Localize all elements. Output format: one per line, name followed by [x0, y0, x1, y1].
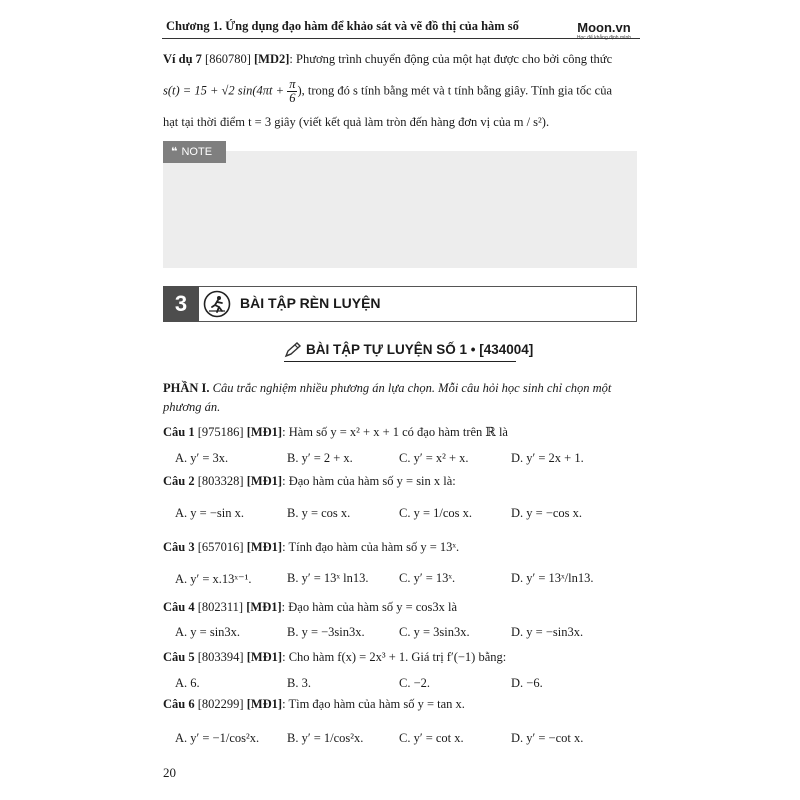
option-b[interactable]: B. y′ = 1/cos²x.: [287, 731, 364, 745]
question-text: : Tính đạo hàm của hàm số y = 13ˣ.: [282, 540, 460, 554]
option-d[interactable]: D. y′ = −cot x.: [511, 731, 584, 745]
example-text-1: : Phương trình chuyển động của một hạt được cho bởi công thức: [289, 52, 613, 66]
option-c[interactable]: C. y = 3sin3x.: [399, 625, 470, 639]
question-level: [MĐ1]: [246, 425, 283, 439]
option-a[interactable]: A. y = −sin x.: [175, 506, 244, 520]
fraction-denominator: 6: [289, 91, 296, 105]
question-text: : Cho hàm f(x) = 2x³ + 1. Giá trị f′(−1) bằng:: [282, 650, 507, 664]
question-label: Câu 5: [163, 650, 195, 664]
question-label: Câu 3: [163, 540, 195, 554]
option-d[interactable]: D. y = −sin3x.: [511, 625, 584, 639]
exercise-underline: [284, 361, 516, 362]
question-4: [163, 600, 457, 615]
example-line-2: [163, 78, 612, 105]
question-code: [975186]: [197, 425, 244, 439]
question-5: [163, 650, 506, 665]
option-b[interactable]: B. y = −3sin3x.: [287, 625, 365, 639]
example-fraction: [287, 78, 297, 105]
question-3: [163, 540, 459, 555]
option-d[interactable]: D. y′ = 2x + 1.: [511, 451, 584, 465]
brand-tagline: Học để khẳng định mình: [576, 35, 632, 41]
example-level: [MD2]: [253, 52, 290, 66]
part-desc-2: phương án.: [163, 400, 221, 414]
question-level: [MĐ1]: [246, 540, 283, 554]
option-d[interactable]: D. −6.: [511, 676, 543, 690]
option-a[interactable]: A. 6.: [175, 676, 200, 690]
question-code: [657016]: [197, 540, 244, 554]
section-title: BÀI TẬP RÈN LUYỆN: [240, 295, 381, 311]
question-text: : Đạo hàm của hàm số y = sin x là:: [282, 474, 456, 488]
section-header: [163, 286, 637, 322]
page-number: 20: [163, 765, 176, 780]
part-line-1: [163, 381, 611, 396]
option-b[interactable]: B. y′ = 13ˣ ln13.: [287, 571, 369, 585]
chapter-title: Chương 1. Ứng dụng đạo hàm để khảo sát và vẽ đồ thị của hàm số: [166, 19, 519, 33]
question-6: [163, 697, 465, 712]
option-d[interactable]: D. y′ = 13ˣ/ln13.: [511, 571, 594, 585]
question-text: : Tìm đạo hàm của hàm số y = tan x.: [282, 697, 465, 711]
question-level: [MĐ1]: [246, 650, 283, 664]
pencil-icon: [283, 341, 303, 359]
question-2: [163, 474, 456, 489]
question-level: [MĐ1]: [246, 474, 283, 488]
brand-name: Moon.vn: [577, 20, 631, 35]
quote-icon: ❝: [171, 146, 178, 158]
question-code: [803328]: [197, 474, 244, 488]
header-divider: [162, 38, 640, 39]
question-label: Câu 4: [163, 600, 195, 614]
note-area[interactable]: [163, 151, 637, 268]
question-text: : Đạo hàm của hàm số y = cos3x là: [281, 600, 458, 614]
option-c[interactable]: C. y′ = cot x.: [399, 731, 464, 745]
question-text: : Hàm số y = x² + x + 1 có đạo hàm trên ℝ là: [282, 425, 508, 439]
question-level: [MĐ1]: [246, 600, 282, 614]
option-d[interactable]: D. y = −cos x.: [511, 506, 583, 520]
option-a[interactable]: A. y′ = x.13ˣ⁻¹.: [175, 572, 252, 586]
option-a[interactable]: A. y′ = −1/cos²x.: [175, 731, 260, 745]
option-c[interactable]: C. y′ = x² + x.: [399, 451, 469, 465]
question-code: [802299]: [197, 697, 244, 711]
question-level: [MĐ1]: [246, 697, 283, 711]
option-b[interactable]: B. 3.: [287, 676, 311, 690]
note-tab: [163, 141, 226, 163]
example-label: Ví dụ 7: [163, 52, 202, 66]
option-b[interactable]: B. y = cos x.: [287, 506, 351, 520]
option-b[interactable]: B. y′ = 2 + x.: [287, 451, 353, 465]
option-c[interactable]: C. −2.: [399, 676, 431, 690]
part-label: PHẦN I.: [163, 381, 210, 395]
option-c[interactable]: C. y′ = 13ˣ.: [399, 571, 456, 585]
question-1: [163, 424, 508, 440]
section-number: 3: [163, 286, 199, 322]
part-desc-1: Câu trắc nghiệm nhiều phương án lựa chọn. Mỗi câu hỏi học sinh chỉ chọn một: [209, 381, 612, 395]
fraction-numerator: π: [289, 77, 296, 91]
example-line-3: hạt tại thời điểm t = 3 giây (viết kết quả làm tròn đến hàng đơn vị của m / s²).: [163, 115, 550, 129]
question-label: Câu 2: [163, 474, 195, 488]
option-a[interactable]: A. y′ = 3x.: [175, 451, 229, 465]
question-label: Câu 6: [163, 697, 195, 711]
example-line-1: [163, 52, 612, 67]
example-code: [860780]: [205, 52, 251, 66]
option-a[interactable]: A. y = sin3x.: [175, 625, 241, 639]
exercise-title: BÀI TẬP TỰ LUYỆN SỐ 1 • [434004]: [306, 342, 534, 357]
example-formula: s(t) = 15 + √2 sin(4πt +: [163, 83, 288, 98]
runner-icon: [203, 290, 231, 318]
question-label: Câu 1: [163, 425, 195, 439]
question-code: [802311]: [197, 600, 244, 614]
question-code: [803394]: [197, 650, 244, 664]
example-text-2: ), trong đó s tính bằng mét và t tính bằng giây. Tính gia tốc của: [297, 83, 612, 98]
option-c[interactable]: C. y = 1/cos x.: [399, 506, 473, 520]
note-label: NOTE: [181, 146, 213, 158]
